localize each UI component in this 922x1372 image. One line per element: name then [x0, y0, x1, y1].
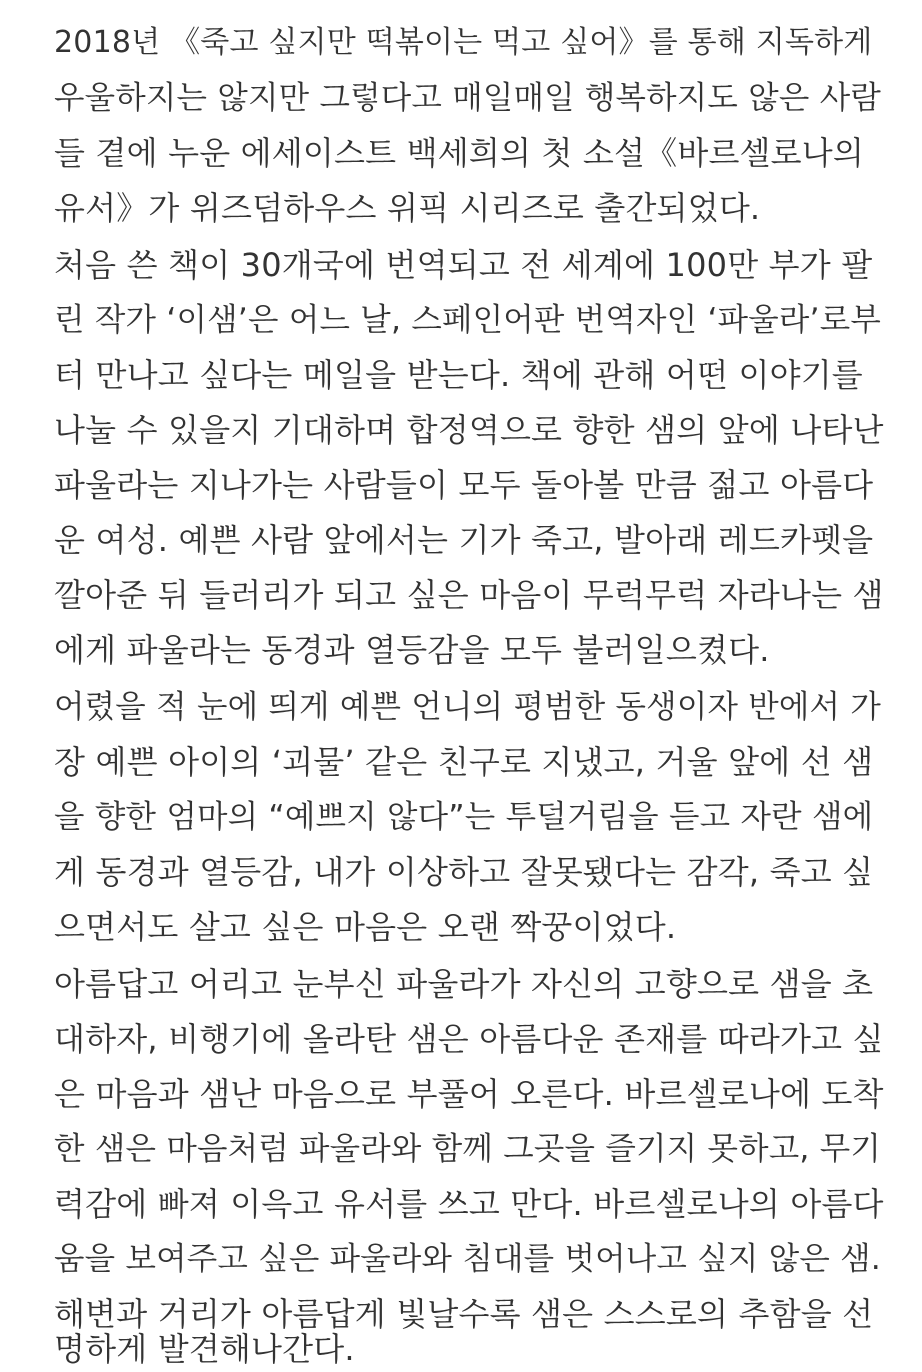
text-line: 명하게 발견해나간다.	[54, 1330, 355, 1368]
text-line: 게 동경과 열등감, 내가 이상하고 잘못됐다는 감각, 죽고 싶	[54, 853, 874, 891]
text-line: 어렸을 적 눈에 띄게 예쁜 언니의 평범한 동생이자 반에서 가	[54, 689, 882, 725]
text-line: 아름답고 어리고 눈부신 파울라가 자신의 고향으로 샘을 초	[54, 965, 874, 1003]
text-line: 나눌 수 있을지 기대하며 합정역으로 향한 샘의 앞에 나타난	[54, 411, 884, 449]
text-line: 터 만나고 싶다는 메일을 받는다. 책에 관해 어떤 이야기를	[54, 356, 863, 394]
text-line: 해변과 거리가 아름답게 빛날수록 샘은 스스로의 추함을 선	[54, 1295, 874, 1333]
text-line: 들 곁에 누운 에세이스트 백세희의 첫 소설《바르셀로나의	[54, 134, 865, 172]
text-line: 움을 보여주고 싶은 파울라와 침대를 벗어나고 싶지 않은 샘.	[54, 1241, 882, 1277]
text-line: 파울라는 지나가는 사람들이 모두 돌아볼 만큼 젊고 아름다	[54, 466, 874, 504]
text-line: 에게 파울라는 동경과 열등감을 모두 불러일으켰다.	[54, 631, 770, 669]
text-line: 한 샘은 마음처럼 파울라와 함께 그곳을 즐기지 못하고, 무기	[54, 1131, 882, 1167]
text-line: 으면서도 살고 싶은 마음은 오랜 짝꿍이었다.	[54, 908, 677, 946]
text-line: 2018년 《죽고 싶지만 떡볶이는 먹고 싶어》를 통해 지독하게	[54, 25, 873, 60]
text-line: 운 여성. 예쁜 사람 앞에서는 기가 죽고, 발아래 레드카펫을	[54, 521, 874, 559]
text-line: 린 작가 ‘이샘’은 어느 날, 스페인어판 번역자인 ‘파울라’로부	[54, 302, 882, 338]
text-line: 을 향한 엄마의 “예쁘지 않다”는 투덜거림을 듣고 자란 샘에	[54, 799, 874, 835]
text-line: 대하자, 비행기에 올라탄 샘은 아름다운 존재를 따라가고 싶	[54, 1020, 884, 1058]
text-line: 력감에 빠져 이윽고 유서를 쓰고 만다. 바르셀로나의 아름다	[54, 1185, 884, 1223]
text-line: 우울하지는 않지만 그렇다고 매일매일 행복하지도 않은 사람	[54, 80, 882, 116]
text-line: 은 마음과 샘난 마음으로 부풀어 오른다. 바르셀로나에 도착	[54, 1075, 884, 1113]
text-line: 깔아준 뒤 들러리가 되고 싶은 마음이 무럭무럭 자라나는 샘	[54, 576, 884, 614]
text-line: 장 예쁜 아이의 ‘괴물’ 같은 친구로 지냈고, 거울 앞에 선 샘	[54, 743, 874, 781]
text-line: 유서》가 위즈덤하우스 위픽 시리즈로 출간되었다.	[54, 189, 761, 227]
text-line: 처음 쓴 책이 30개국에 번역되고 전 세계에 100만 부가 팔	[54, 246, 873, 284]
